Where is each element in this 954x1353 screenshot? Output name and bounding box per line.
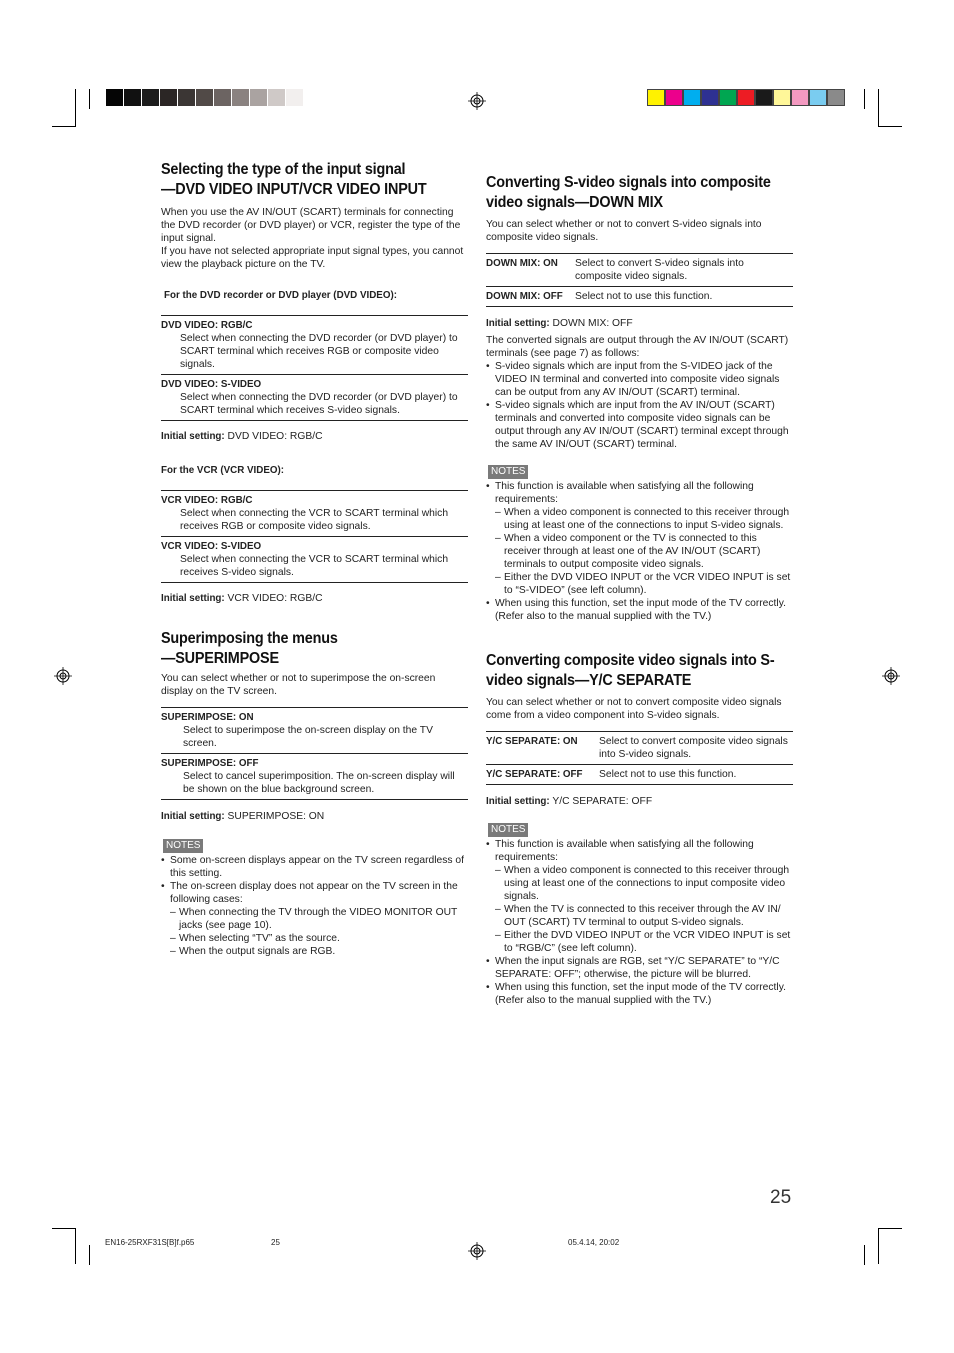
calibration-swatch [683, 89, 701, 106]
note-subitem: – Either the DVD VIDEO INPUT or the VCR VIDEO INPUT is set to “S-VIDEO” (see left column). [486, 571, 793, 597]
option-desc: Select to convert S-video signals into composite video signals. [575, 254, 793, 287]
calibration-swatch [160, 89, 178, 106]
calibration-swatch [737, 89, 755, 106]
option-row [486, 254, 793, 287]
option-row [486, 732, 793, 765]
calibration-swatch [809, 89, 827, 106]
notes-list [161, 854, 468, 958]
calibration-swatch [701, 89, 719, 106]
notes-block [486, 823, 793, 1007]
section-title: Converting S-video signals into composite video signals—DOWN MIX [486, 174, 771, 211]
vcr-option-list [161, 490, 468, 583]
note-item: • When using this function, set the input mode of the TV correctly. (Refer also to the manual supplied with the TV.) [486, 597, 793, 623]
calibration-swatch [178, 89, 196, 106]
intro-text: You can select whether or not to superimpose the on-screen display on the TV screen. [161, 673, 436, 697]
vcr-subheading: For the VCR (VCR VIDEO): [161, 465, 285, 476]
down-mix-option-table [486, 253, 793, 307]
calibration-swatch [773, 89, 791, 106]
option-title: VCR VIDEO: S-VIDEO [161, 541, 262, 552]
bullet-item: • S-video signals which are input from the S-VIDEO jack of the VIDEO IN terminal and converted into composite video signals can be output from any AV IN/OUT (SCART) terminal. [486, 360, 793, 399]
grayscale-calibration-bar [106, 89, 304, 106]
footer-date: 05.4.14, 20:02 [568, 1238, 620, 1247]
calibration-swatch [232, 89, 250, 106]
initial-setting: Initial setting: SUPERIMPOSE: ON [161, 811, 325, 822]
option-row [486, 765, 793, 785]
option-row [486, 287, 793, 307]
right-column [486, 173, 793, 1007]
notes-badge: NOTES [163, 839, 203, 853]
calibration-swatch [106, 89, 124, 106]
option-item [161, 375, 468, 421]
option-desc: Select to cancel superimposition. The on-screen display will be shown on the blue background screen. [183, 771, 455, 795]
option-desc: Select when connecting the DVD recorder (or DVD player) to SCART terminal which receives RGB or composite video signals. [180, 333, 458, 370]
calibration-swatch [286, 89, 304, 106]
note-item: • This function is available when satisfying all the following requirements: – When a video component is connected to this receiver through using at least one of the connections to input composite video signals. – When the TV is connected to this receiver through the AV IN/ OUT (SCART) TV terminal to output S-video signals. – Either the DVD VIDEO INPUT or the VCR VIDEO INPUT is set to “RGB/C” (see left column). [486, 838, 793, 955]
note-item: • This function is available when satisfying all the following requirements: – When a video component is connected to this receiver through using at least one of the connections to input S-video signals. – When a video component or the TV is connected to this receiver through at least one of the AV IN/OUT (SCART) terminals to output composite video signals. – Either the DVD VIDEO INPUT or the VCR VIDEO INPUT is set to “S-VIDEO” (see left column). [486, 480, 793, 597]
notes-block [486, 465, 793, 623]
calibration-swatch [719, 89, 737, 106]
note-sublist [486, 864, 793, 955]
calibration-swatch [214, 89, 232, 106]
intro-text: When you use the AV IN/OUT (SCART) terminals for connecting the DVD recorder (or DVD player) or VCR, register the type of the input signal. [161, 207, 461, 244]
option-title: VCR VIDEO: RGB/C [161, 495, 253, 506]
section-title: Selecting the type of the input signal —DVD VIDEO INPUT/VCR VIDEO INPUT [161, 161, 427, 198]
option-key: Y/C SEPARATE: ON [486, 732, 599, 765]
calibration-swatch [755, 89, 773, 106]
option-item [161, 754, 468, 800]
option-desc: Select when connecting the VCR to SCART terminal which receives RGB or composite video signals. [180, 508, 449, 532]
option-desc: Select not to use this function. [599, 765, 793, 785]
option-title: DVD VIDEO: RGB/C [161, 320, 253, 331]
color-calibration-bar [647, 89, 845, 106]
superimpose-section [161, 629, 468, 958]
note-subitem: – When a video component is connected to this receiver through using at least one of the connections to input S-video signals. [486, 506, 793, 532]
option-key: Y/C SEPARATE: OFF [486, 765, 599, 785]
bullet-list [486, 360, 793, 451]
bullet-item: • S-video signals which are input from the AV IN/OUT (SCART) terminals and converted into composite video signals can be output through any AV IN/OUT (SCART) terminal except through the same AV IN/OUT (SCART) terminal. [486, 399, 793, 451]
option-desc: Select to superimpose the on-screen display on the TV screen. [183, 725, 433, 749]
option-title: DVD VIDEO: S-VIDEO [161, 379, 262, 390]
dvd-subheading: For the DVD recorder or DVD player (DVD VIDEO): [164, 290, 397, 301]
option-item [161, 537, 468, 583]
note-subitem: – When connecting the TV through the VIDEO MONITOR OUT jacks (see page 10). [161, 906, 468, 932]
note-sublist [486, 506, 793, 597]
registration-mark-icon [468, 1242, 486, 1260]
option-title: SUPERIMPOSE: ON [161, 712, 254, 723]
intro-text: You can select whether or not to convert composite video signals come from a video component into S-video signals. [486, 697, 782, 721]
notes-badge: NOTES [488, 823, 528, 837]
option-desc: Select not to use this function. [575, 287, 793, 307]
note-subitem: – When the TV is connected to this receiver through the AV IN/ OUT (SCART) TV terminal to output S-video signals. [486, 903, 793, 929]
calibration-swatch [647, 89, 665, 106]
note-item: • The on-screen display does not appear on the TV screen in the following cases: – When connecting the TV through the VIDEO MONITOR OUT jacks (see page 10). – When selecting “TV” as the source. – When the output signals are RGB. [161, 880, 468, 958]
note-item: • When using this function, set the input mode of the TV correctly. (Refer also to the manual supplied with the TV.) [486, 981, 793, 1007]
calibration-swatch [791, 89, 809, 106]
calibration-swatch [827, 89, 845, 106]
initial-setting: Initial setting: Y/C SEPARATE: OFF [486, 796, 653, 807]
option-title: SUPERIMPOSE: OFF [161, 758, 259, 769]
option-desc: Select to convert composite video signals into S-video signals. [599, 732, 793, 765]
note-subitem: – When the output signals are RGB. [161, 945, 468, 958]
notes-list [486, 838, 793, 1007]
note-item: • Some on-screen displays appear on the TV screen regardless of this setting. [161, 854, 468, 880]
calibration-swatch [196, 89, 214, 106]
note-subitem: – Either the DVD VIDEO INPUT or the VCR VIDEO INPUT is set to “RGB/C” (see left column). [486, 929, 793, 955]
calibration-swatch [124, 89, 142, 106]
registration-mark-icon [54, 667, 72, 685]
initial-setting: Initial setting: DVD VIDEO: RGB/C [161, 431, 323, 442]
note-subitem: – When a video component or the TV is connected to this receiver through at least one of the AV IN/OUT (SCART) terminals to output composite video signals. [486, 532, 793, 571]
note-subitem: – When a video component is connected to this receiver through using at least one of the connections to input composite video signals. [486, 864, 793, 903]
option-key: DOWN MIX: ON [486, 254, 575, 287]
initial-setting: Initial setting: DOWN MIX: OFF [486, 318, 633, 329]
section-title: Superimposing the menus —SUPERIMPOSE [161, 630, 338, 667]
page-number: 25 [770, 1187, 792, 1208]
option-item [161, 708, 468, 754]
superimpose-option-list [161, 707, 468, 800]
registration-mark-icon [468, 92, 486, 110]
down-mix-section [486, 173, 793, 623]
calibration-swatch [142, 89, 160, 106]
yc-separate-option-table [486, 731, 793, 785]
dvd-option-list [161, 315, 468, 421]
option-desc: Select when connecting the DVD recorder (or DVD player) to SCART terminal which receives S-video signals. [180, 392, 458, 416]
intro-text: You can select whether or not to convert S-video signals into composite video signals. [486, 219, 762, 243]
input-signal-section [161, 160, 468, 605]
option-item [161, 316, 468, 375]
note-item: • When the input signals are RGB, set “Y/C SEPARATE” to “Y/C SEPARATE: OFF”; otherwise, the picture will be blurred. [486, 955, 793, 981]
calibration-swatch [268, 89, 286, 106]
notes-badge: NOTES [488, 465, 528, 479]
intro-text: If you have not selected appropriate input signal types, you cannot view the playback picture on the TV. [161, 246, 464, 270]
option-desc: Select when connecting the VCR to SCART terminal which receives S-video signals. [180, 554, 449, 578]
notes-block [161, 839, 468, 958]
calibration-swatch [665, 89, 683, 106]
footer-page: 25 [271, 1238, 280, 1247]
calibration-swatch [250, 89, 268, 106]
option-key: DOWN MIX: OFF [486, 287, 575, 307]
note-sublist [161, 906, 468, 958]
left-column [161, 160, 468, 958]
registration-mark-icon [882, 667, 900, 685]
footer-filename: EN16-25RXF31S[B]f.p65 [105, 1238, 195, 1247]
section-title: Converting composite video signals into S- video signals—Y/C SEPARATE [486, 652, 775, 689]
option-item [161, 491, 468, 537]
initial-setting: Initial setting: VCR VIDEO: RGB/C [161, 593, 323, 604]
notes-list [486, 480, 793, 623]
yc-separate-section [486, 651, 793, 1007]
body-text: The converted signals are output through the AV IN/OUT (SCART) terminals (see page 7) as follows: [486, 335, 789, 359]
note-subitem: – When selecting “TV” as the source. [161, 932, 468, 945]
